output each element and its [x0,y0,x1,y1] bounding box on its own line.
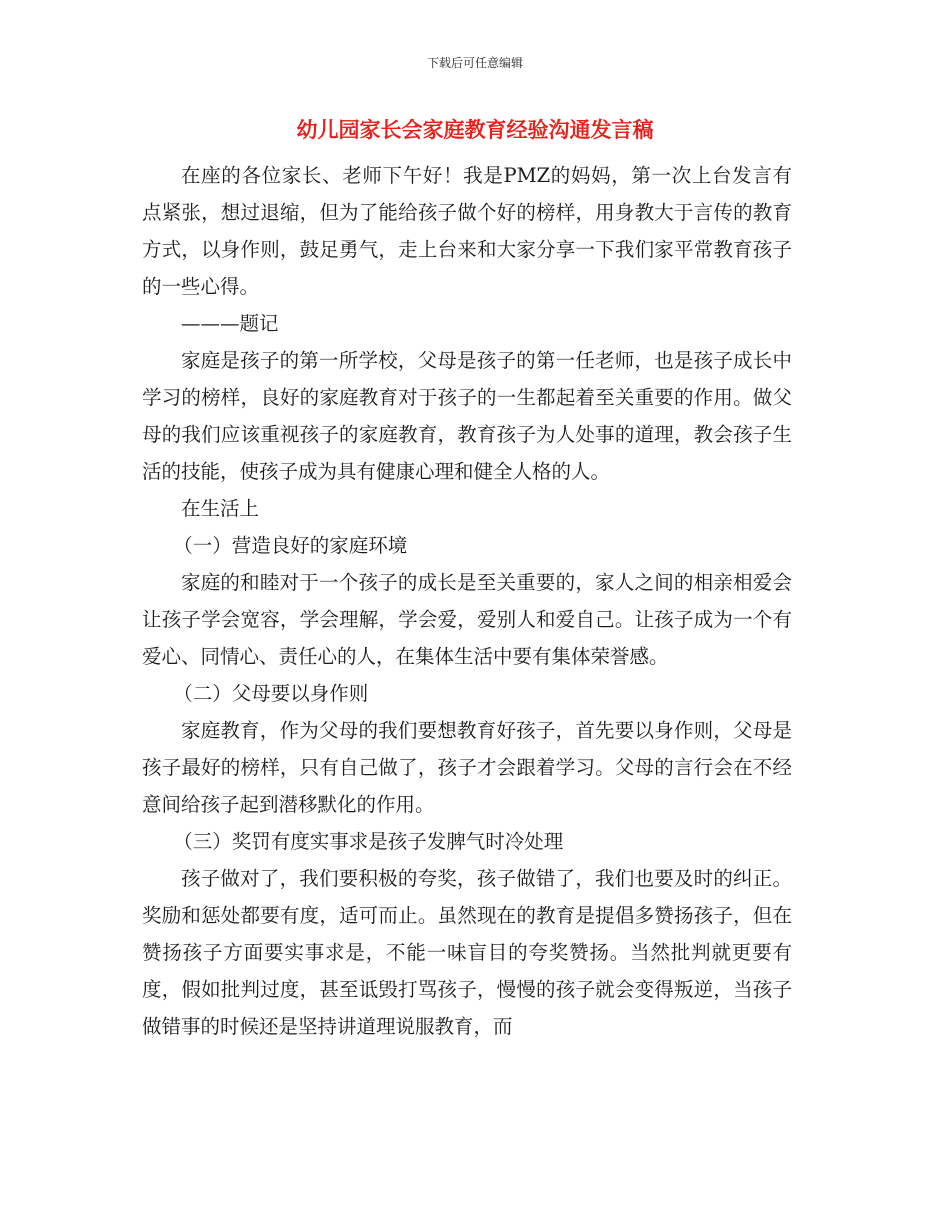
subheading-3: （三）奖罚有度实事求是孩子发脾气时冷处理 [173,830,564,853]
paragraph-intro: 在座的各位家长、老师下午好！我是PMZ的妈妈，第一次上台发言有点紧张，想过退缩，但为了能给孩子做个好的榜样，用身教大于言传的教育方式，以身作则，鼓足勇气，走上台来和大家分享一下我们家平常教育孩子的一些心得。 [142,164,792,298]
paragraph-role-model: 家庭教育，作为父母的我们要想教育好孩子，首先要以身作则，父母是孩子最好的榜样，只有自己做了，孩子才会跟着学习。父母的言行会在不经意间给孩子起到潜移默化的作用。 [142,719,792,816]
section-heading-life: 在生活上 [181,497,260,520]
paragraph-reward-punish: 孩子做对了，我们要积极的夸奖，孩子做错了，我们也要及时的纠正。奖励和惩处都要有度，适可而止。虽然现在的教育是提倡多赞扬孩子，但在赞扬孩子方面要实事求是，不能一味盲目的夸奖赞扬。当然批判就更要有度，假如批判过度，甚至诋毁打骂孩子，慢慢的孩子就会变得叛逆，当孩子做错事的时候还是坚持讲道理说服教育，而 [142,867,792,1038]
header-note: 下载后可任意编辑 [426,56,523,70]
subheading-1: （一）营造良好的家庭环境 [173,534,408,557]
document-title: 幼儿园家长会家庭教育经验沟通发言稿 [296,117,654,142]
paragraph-harmony: 家庭的和睦对于一个孩子的成长是至关重要的，家人之间的相亲相爱会让孩子学会宽容，学会理解，学会爱，爱别人和爱自己。让孩子成为一个有爱心、同情心、责任心的人，在集体生活中要有集体荣誉感。 [142,571,792,668]
subheading-2: （二）父母要以身作则 [173,682,369,705]
paragraph-family-school: 家庭是孩子的第一所学校，父母是孩子的第一任老师，也是孩子成长中学习的榜样，良好的家庭教育对于孩子的一生都起着至关重要的作用。做父母的我们应该重视孩子的家庭教育，教育孩子为人处事的道理，教会孩子生活的技能，使孩子成为具有健康心理和健全人格的人。 [142,349,792,483]
document-body [142,157,792,1045]
paragraph-epigraph-source: ———题记 [181,312,279,335]
